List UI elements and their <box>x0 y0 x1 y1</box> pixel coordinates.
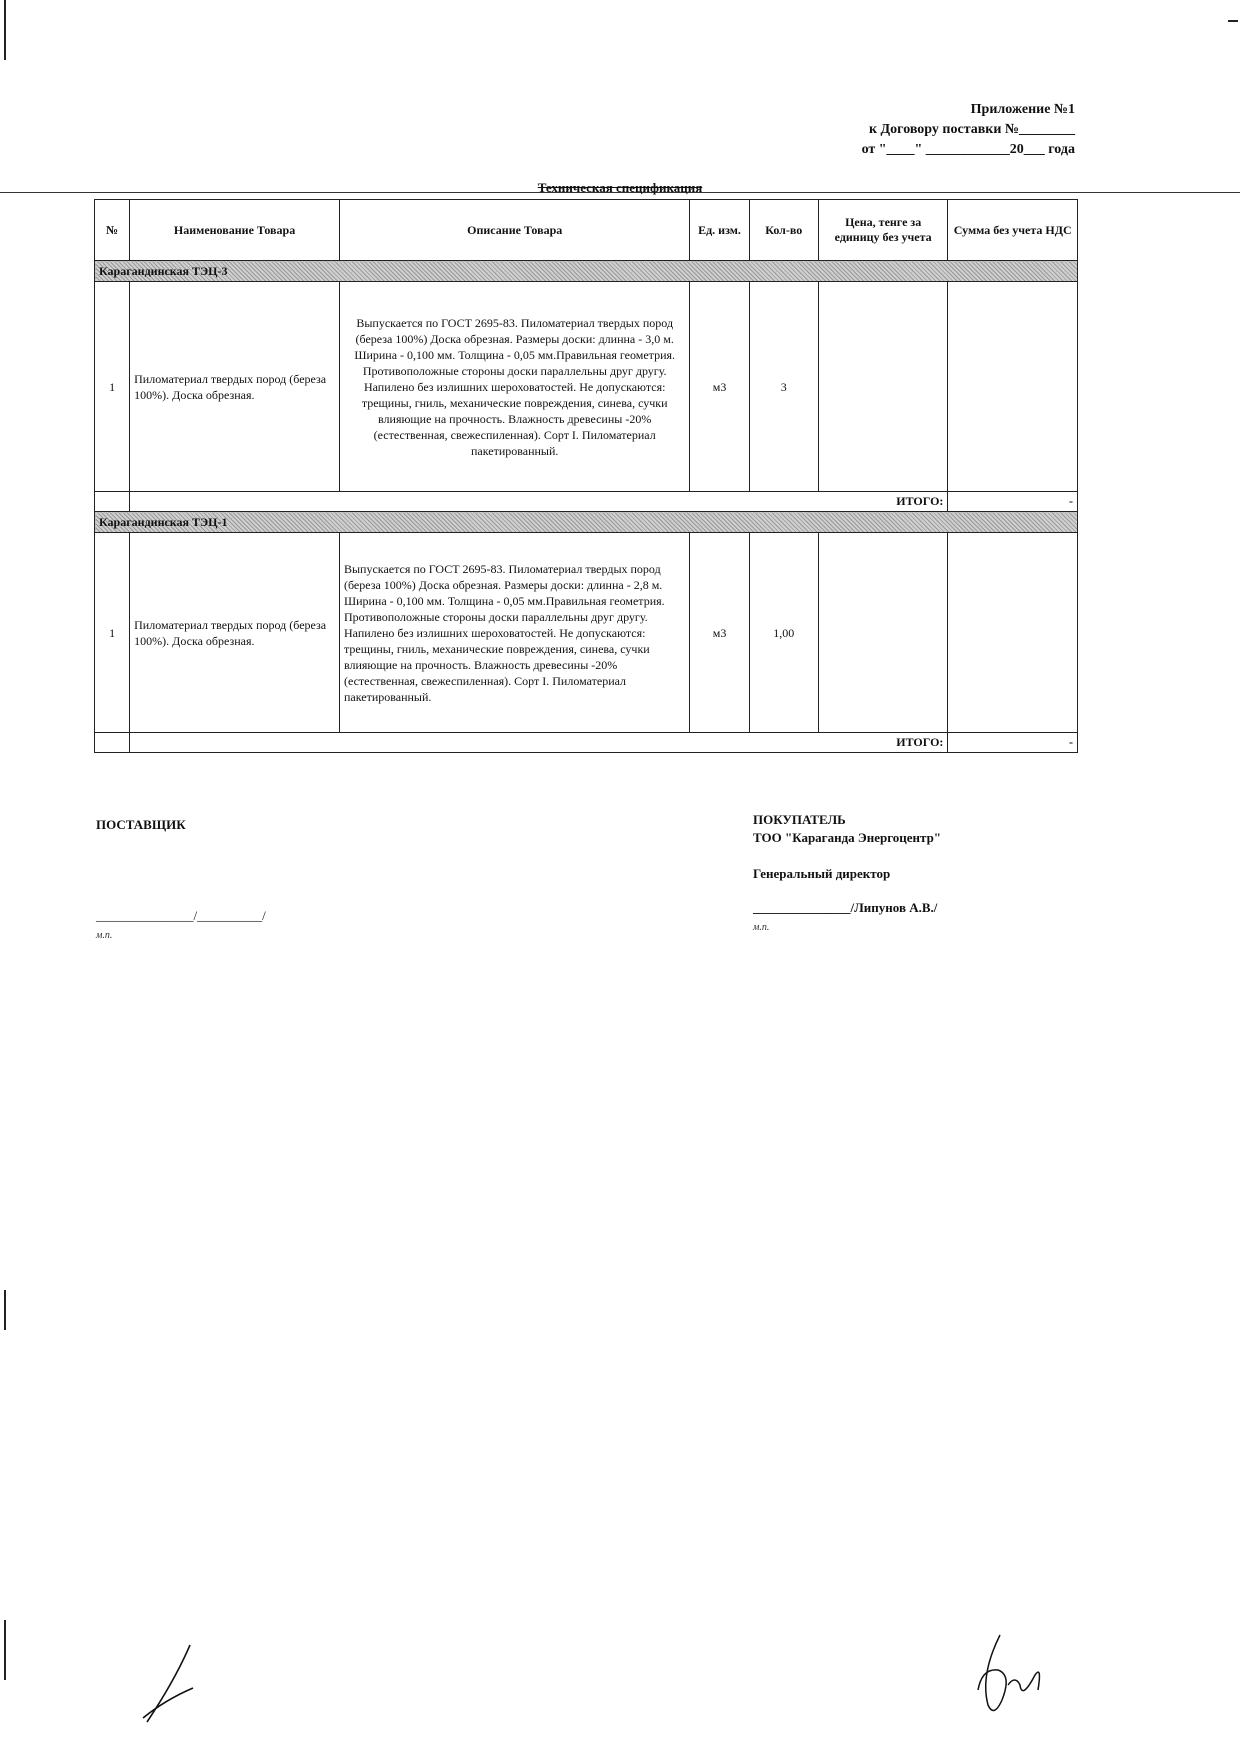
supplier-sign-line: _______________/__________/ <box>96 908 266 923</box>
total-empty-cell <box>95 733 130 753</box>
row-name: Пиломатериал твердых пород (береза 100%). Доска обрезная. <box>130 533 340 733</box>
total-value: - <box>948 733 1078 753</box>
table-row <box>95 282 1078 492</box>
row-unit: м3 <box>690 282 749 492</box>
row-number: 1 <box>95 533 130 733</box>
scan-edge-mark <box>4 1290 6 1330</box>
contract-reference: к Договору поставки №________ <box>868 122 1075 137</box>
row-unit: м3 <box>690 533 749 733</box>
total-value: - <box>948 492 1078 512</box>
supplier-label: ПОСТАВЩИК <box>96 817 186 832</box>
total-label: ИТОГО: <box>130 733 948 753</box>
row-name: Пиломатериал твердых пород (береза 100%). Доска обрезная. <box>130 282 340 492</box>
row-quantity: 1,00 <box>749 533 818 733</box>
buyer-initials-mark <box>960 1630 1050 1720</box>
scan-edge-mark <box>4 1620 6 1680</box>
row-description: Выпускается по ГОСТ 2695-83. Пиломатериал твердых пород (береза 100%) Доска обрезная. Размеры доски: длинна - 3,0 м. Ширина - 0,100 мм. Толщина - 0,05 мм.Правильная геометрия. Противоположные стороны доски параллельны друг другу. Напилено без излишних шероховатостей. Не допускаются: трещины, гниль, механические повреждения, синева, сучки влияющие на прочность. Влажность древесины -20% (естественная, свежеспиленная). Сорт I. Пиломатериал пакетированный. <box>339 282 689 492</box>
row-description: Выпускается по ГОСТ 2695-83. Пиломатериал твердых пород (береза 100%) Доска обрезная. Размеры доски: длинна - 2,8 м. Ширина - 0,100 мм. Толщина - 0,05 мм.Правильная геометрия. Противоположные стороны доски параллельны друг другу. Напилено без излишних шероховатостей. Не допускаются: трещины, гниль, механические повреждения, синева, сучки влияющие на прочность. Влажность древесины -20% (естественная, свежеспиленная). Сорт I. Пиломатериал пакетированный. <box>339 533 689 733</box>
specification-table <box>94 199 1078 753</box>
header-number: № <box>95 200 130 261</box>
spec-title: Техническая спецификация <box>537 180 703 195</box>
row-quantity: 3 <box>749 282 818 492</box>
scan-edge-mark <box>4 0 6 60</box>
row-price <box>818 533 948 733</box>
buyer-position: Генеральный директор <box>753 866 891 881</box>
total-label: ИТОГО: <box>130 492 948 512</box>
buyer-company: ТОО "Карагандa Энергоцентр" <box>753 830 942 845</box>
header-sum: Сумма без учета НДС <box>948 200 1078 261</box>
header-description: Описание Товара <box>339 200 689 261</box>
total-row <box>95 492 1078 512</box>
supplier-stamp-place: м.п. <box>96 930 113 941</box>
appendix-header <box>862 100 1075 160</box>
buyer-label: ПОКУПАТЕЛЬ <box>753 812 846 827</box>
header-price: Цена, тенге за единицу без учета <box>818 200 948 261</box>
group-title: Карагандинская ТЭЦ-1 <box>95 512 1078 533</box>
row-sum <box>948 533 1078 733</box>
total-row <box>95 733 1078 753</box>
row-number: 1 <box>95 282 130 492</box>
row-price <box>818 282 948 492</box>
appendix-title: Приложение №1 <box>970 102 1075 117</box>
row-sum <box>948 282 1078 492</box>
supplier-initials-mark <box>135 1640 215 1730</box>
group-row <box>95 261 1078 282</box>
header-quantity: Кол-во <box>749 200 818 261</box>
table-header-row <box>95 200 1078 261</box>
buyer-sign-line: _______________/Липунов А.В./ <box>753 900 938 915</box>
contract-date: от "____" ____________20___ года <box>861 142 1075 157</box>
header-name: Наименование Товара <box>130 200 340 261</box>
scan-edge-mark <box>1228 20 1238 22</box>
buyer-stamp-place: м.п. <box>753 922 770 933</box>
table-row <box>95 533 1078 733</box>
group-row <box>95 512 1078 533</box>
total-empty-cell <box>95 492 130 512</box>
group-title: Карагандинская ТЭЦ-3 <box>95 261 1078 282</box>
header-unit: Ед. изм. <box>690 200 749 261</box>
